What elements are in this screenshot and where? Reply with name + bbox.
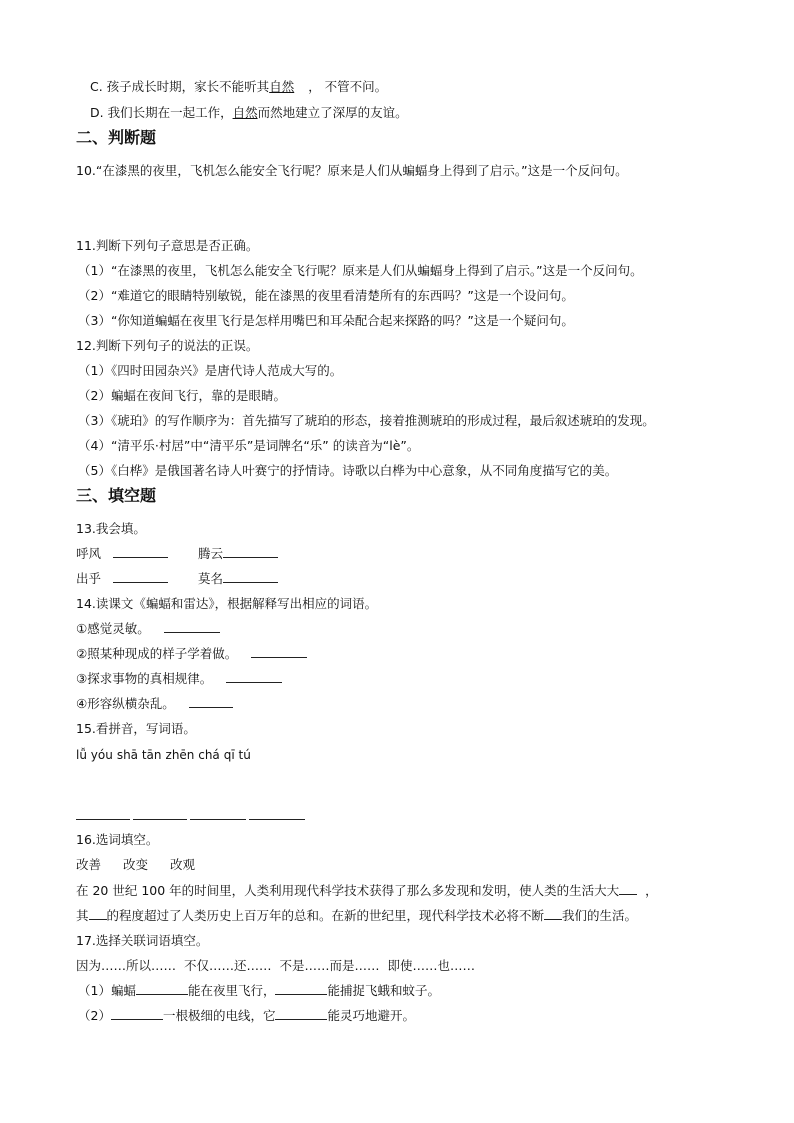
- answer-blank[interactable]: [544, 907, 562, 920]
- question-14-item-1: ①感觉灵敏。: [76, 620, 220, 638]
- question-12-title: 12.判断下列句子的说法的正误。: [76, 338, 259, 353]
- question-16-title: 16.选词填空。: [76, 832, 159, 847]
- question-12-item-4: （4）“清平乐·村居”中“清平乐”是词牌名“乐” 的读音为“lè”。: [78, 438, 420, 453]
- question-15-pinyin: [76, 746, 251, 764]
- question-13-title: 13.我会填。: [76, 521, 146, 536]
- question-13-row-2: 出乎 莫名: [76, 570, 278, 588]
- question-12-item-3: （3）《琥珀》的写作顺序为：首先描写了琥珀的形态，接着推测琥珀的形成过程，最后叙述琥珀的发现。: [78, 413, 655, 428]
- question-12-item-2: （2）蝙蝠在夜间飞行，靠的是眼睛。: [78, 388, 286, 403]
- question-17-title: 17.选择关联词语填空。: [76, 933, 209, 948]
- answer-blank[interactable]: [111, 1007, 163, 1020]
- question-16-line-1: 在 20 世纪 100 年的时间里，人类利用现代科学技术获得了那么多发现和发明，使人类的生活大大 ，: [76, 883, 658, 898]
- answer-blank[interactable]: [113, 545, 168, 558]
- question-13-row-1: 呼风 腾云: [76, 545, 278, 563]
- question-11-title: 11.判断下列句子意思是否正确。: [76, 238, 259, 253]
- question-15-title: 15.看拼音，写词语。: [76, 721, 196, 736]
- answer-blank[interactable]: [275, 1007, 327, 1020]
- pinyin-answer-line-1[interactable]: [76, 819, 130, 820]
- q9-option-d: D. 我们长期在一起工作，自然而然地建立了深厚的友谊。: [90, 105, 408, 120]
- pinyin-1: lǚ yóu: [76, 748, 113, 762]
- answer-blank[interactable]: [619, 882, 637, 895]
- answer-blank[interactable]: [113, 570, 168, 583]
- question-14-item-2: ②照某种现成的样子学着做。: [76, 645, 307, 663]
- pinyin-answer-line-2[interactable]: [133, 819, 187, 820]
- answer-blank[interactable]: [223, 545, 278, 558]
- pinyin-answer-line-4[interactable]: [249, 819, 305, 820]
- question-16-line-2: 其 的程度超过了人类历史上百万年的总和。在新的世纪里，现代科学技术必将不断 我们的生活。: [76, 908, 638, 923]
- question-14-title: 14.读课文《蝙蝠和雷达》，根据解释写出相应的词语。: [76, 596, 378, 611]
- question-11-item-3: （3）“你知道蝙蝠在夜里飞行是怎样用嘴巴和耳朵配合起来探路的吗？”这是一个疑问句。: [78, 313, 574, 328]
- answer-blank[interactable]: [189, 695, 233, 708]
- question-16-word-choices: 改善 改变 改观: [76, 857, 196, 872]
- question-10: 10.“在漆黑的夜里，飞机怎么能安全飞行呢？原来是人们从蝙蝠身上得到了启示。”这是一个反问句。: [76, 163, 628, 178]
- question-11-item-2: （2）“难道它的眼睛特别敏锐，能在漆黑的夜里看清楚所有的东西吗？”这是一个设问句。: [78, 288, 574, 303]
- answer-blank[interactable]: [251, 645, 307, 658]
- answer-blank[interactable]: [89, 907, 107, 920]
- answer-blank[interactable]: [136, 982, 188, 995]
- pinyin-answer-line-3[interactable]: [190, 819, 246, 820]
- question-12-item-5: （5）《白桦》是俄国著名诗人叶赛宁的抒情诗。诗歌以白桦为中心意象，从不同角度描写它的美。: [78, 463, 618, 478]
- answer-blank[interactable]: [275, 982, 327, 995]
- answer-blank[interactable]: [223, 570, 278, 583]
- answer-blank[interactable]: [226, 670, 282, 683]
- q9-option-d-underlined-word: 自然: [232, 105, 258, 120]
- question-17-item-1: （1）蝙蝠 能在夜里飞行， 能捕捉飞蛾和蚊子。: [78, 983, 440, 998]
- pinyin-3: zhēn chá: [165, 748, 220, 762]
- question-11-item-1: （1）“在漆黑的夜里，飞机怎么能安全飞行呢？原来是人们从蝙蝠身上得到了启示。”这是一个反问句。: [78, 263, 643, 278]
- question-12-item-1: （1）《四时田园杂兴》是唐代诗人范成大写的。: [78, 363, 343, 378]
- q9-option-c-underlined-word: 自然: [269, 79, 295, 94]
- q9-option-c: C. 孩子成长时期，家长不能听其自然 ， 不管不问。: [90, 79, 388, 94]
- question-14-item-4: ④形容纵横杂乱。: [76, 695, 233, 713]
- section-title-judgement: 二、判断题: [76, 128, 157, 147]
- section-title-fill-in: 三、填空题: [76, 486, 157, 505]
- question-17-options: 因为……所以…… 不仅……还…… 不是……而是…… 即使……也……: [76, 958, 476, 973]
- answer-blank[interactable]: [164, 620, 220, 633]
- pinyin-2: shā tān: [116, 748, 162, 762]
- question-17-item-2: （2） 一根极细的电线，它 能灵巧地避开。: [78, 1008, 415, 1023]
- question-14-item-3: ③探求事物的真相规律。: [76, 670, 282, 688]
- pinyin-4: qī tú: [223, 748, 251, 762]
